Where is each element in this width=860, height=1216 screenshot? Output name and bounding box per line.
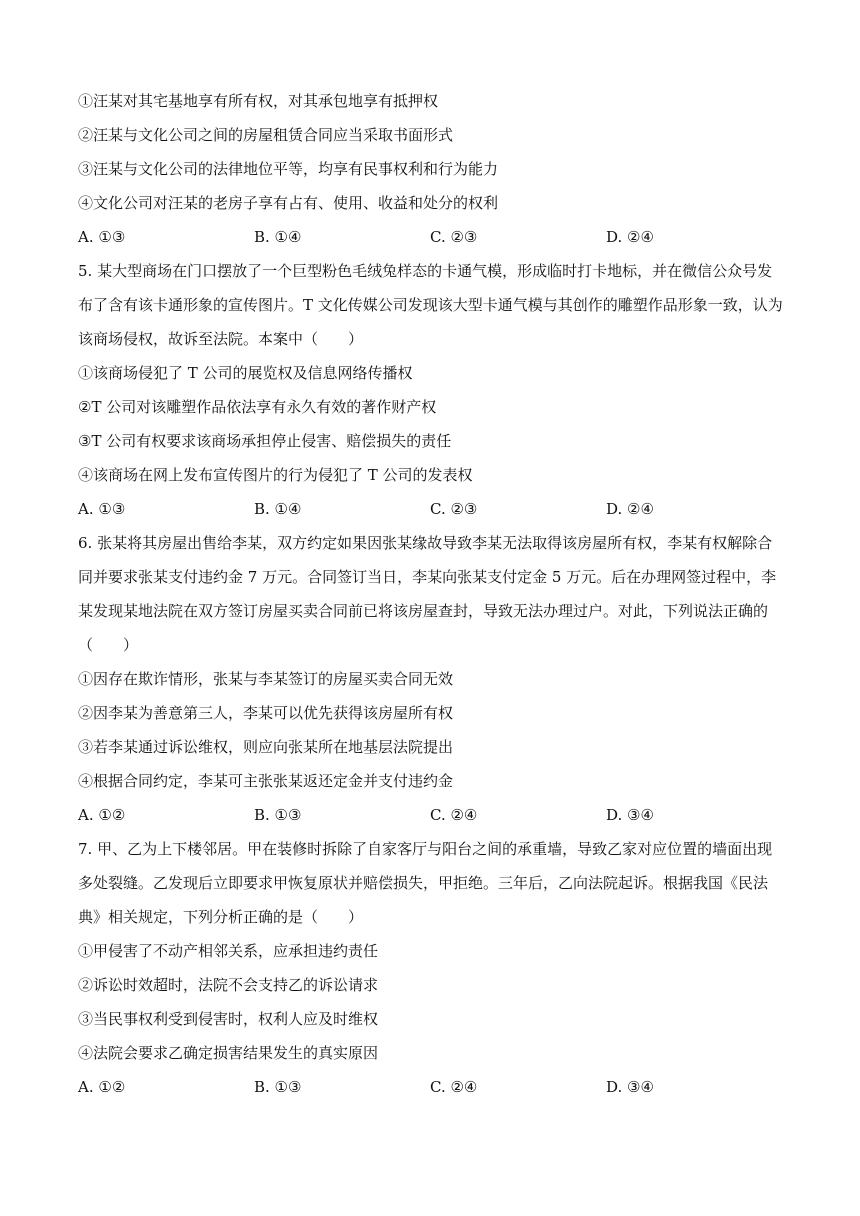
statement-3: ③T 公司有权要求该商场承担停止侵害、赔偿损失的责任 [78,432,452,450]
option-c: C. ②④ [430,1078,478,1096]
stem-line: 7. 甲、乙为上下楼邻居。甲在装修时拆除了自家客厅与阳台之间的承重墙，导致乙家对应位置的墙面出现 [78,840,773,858]
question-6-statements [78,662,783,798]
stem-line: 5. 某大型商场在门口摆放了一个巨型粉色毛绒兔样态的卡通气模，形成临时打卡地标，并在微信公众号发 [78,262,773,280]
statement-4: ④法院会要求乙确定损害结果发生的真实原因 [78,1044,379,1062]
statement-1: ①甲侵害了不动产相邻关系，应承担违约责任 [78,942,379,960]
question-5-options [78,492,783,526]
question-6-stem [78,526,783,662]
stem-line: 典》相关规定，下列分析正确的是（ ） [78,908,364,926]
statement-2: ②诉讼时效超时，法院不会支持乙的诉讼请求 [78,976,379,994]
option-b: B. ①④ [254,228,302,246]
question-7-statements [78,934,783,1070]
option-a: A. ①③ [78,228,126,246]
stem-line: 布了含有该卡通形象的宣传图片。T 文化传媒公司发现该大型卡通气模与其创作的雕塑作品形象一致，认为 [78,296,783,314]
statement-3: ③当民事权利受到侵害时，权利人应及时维权 [78,1010,379,1028]
statement-2: ②因李某为善意第三人，李某可以优先获得该房屋所有权 [78,704,454,722]
statement-4: ④根据合同约定，李某可主张张某返还定金并支付违约金 [78,772,454,790]
question-5-stem [78,254,783,356]
statement-2: ②T 公司对该雕塑作品依法享有永久有效的著作财产权 [78,398,437,416]
option-a: A. ①② [78,806,126,824]
statement-3: ③汪某与文化公司的法律地位平等，均享有民事权利和行为能力 [78,160,499,178]
option-a: A. ①③ [78,500,126,518]
option-a: A. ①② [78,1078,126,1096]
statement-1: ①因存在欺诈情形，张某与李某签订的房屋买卖合同无效 [78,670,454,688]
option-c: C. ②③ [430,228,478,246]
option-d: D. ②④ [606,500,654,518]
stem-line: 某发现某地法院在双方签订房屋买卖合同前已将该房屋查封，导致无法办理过户。对此，下列说法正确的 [78,602,769,620]
statement-4: ④该商场在网上发布宣传图片的行为侵犯了 T 公司的发表权 [78,466,473,484]
question-7-options [78,1070,783,1104]
option-b: B. ①④ [254,500,302,518]
question-5-statements [78,356,783,492]
statement-1: ①该商场侵犯了 T 公司的展览权及信息网络传播权 [78,364,413,382]
question-6-options [78,798,783,832]
stem-line: 同并要求张某支付违约金 7 万元。合同签订当日，李某向张某支付定金 5 万元。后在办理网签过程中，李 [78,568,777,586]
stem-line: 6. 张某将其房屋出售给李某，双方约定如果因张某缘故导致李某无法取得该房屋所有权，李某有权解除合 [78,534,773,552]
question-4-options [78,220,783,254]
statement-3: ③若李某通过诉讼维权，则应向张某所在地基层法院提出 [78,738,454,756]
option-c: C. ②④ [430,806,478,824]
stem-line: 该商场侵权，故诉至法院。本案中（ ） [78,330,364,348]
option-c: C. ②③ [430,500,478,518]
statement-4: ④文化公司对汪某的老房子享有占有、使用、收益和处分的权利 [78,194,499,212]
option-b: B. ①③ [254,1078,302,1096]
option-b: B. ①③ [254,806,302,824]
question-7-stem [78,832,783,934]
option-d: D. ②④ [606,228,654,246]
option-d: D. ③④ [606,806,654,824]
exam-page [78,84,783,1104]
question-4-statements [78,84,783,220]
option-d: D. ③④ [606,1078,654,1096]
statement-2: ②汪某与文化公司之间的房屋租赁合同应当采取书面形式 [78,126,454,144]
stem-line: 多处裂缝。乙发现后立即要求甲恢复原状并赔偿损失，甲拒绝。三年后，乙向法院起诉。根据我国《民法 [78,874,769,892]
statement-1: ①汪某对其宅基地享有所有权，对其承包地享有抵押权 [78,92,439,110]
stem-line: （ ） [78,636,139,654]
